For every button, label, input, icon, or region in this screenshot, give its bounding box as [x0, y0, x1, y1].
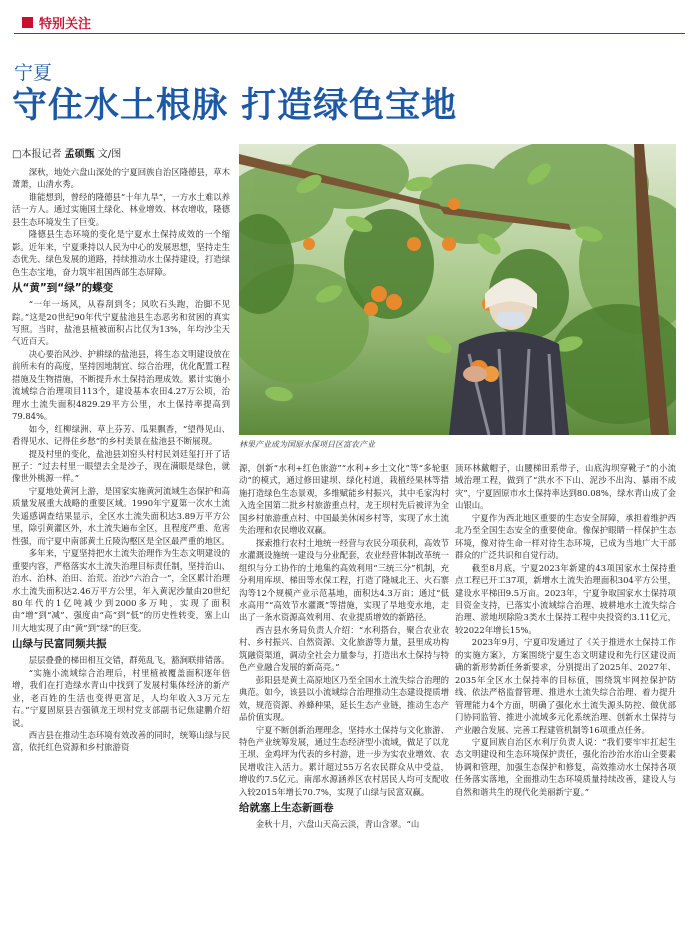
- photo-caption: 林果产业成为国原水保项目区富农产业: [239, 440, 375, 449]
- paragraph: 宁夏作为西北地区重要的生态安全屏障，承担着维护西北乃至全国生态安全的重要使命。像保护眼睛一样保护生态环境，像对待生命一样对待生态环境，已成为当地广大干部群众的广泛共识和自觉行动。: [455, 512, 676, 561]
- paragraph: 截至8月底，宁夏2023年新建的43项国家水土保持重点工程已开工37项，新增水土流失治理面积304平方公里，建设水平梯田9.5万亩。2023年，宁夏争取国家水土保持项目资金支持，已落实小流域综合治理、坡耕地水土流失综合治理、淤地坝除险3类水土保持工程中央投资约3.11亿元，较2022年增长15%。: [455, 562, 676, 635]
- paragraph: 金秋十月，六盘山天高云淡，青山含翠。“山: [255, 819, 420, 830]
- article-title: 守住水土根脉 打造绿色宝地: [12, 85, 458, 126]
- byline: [12, 145, 121, 160]
- section-label: 特别关注: [39, 16, 92, 32]
- paragraph: “实施小流域综合治理后，村里植被覆盖面积逐年倍增，我们在打造绿水青山中找到了发展村集体经济的新产业，老百姓的生活也变得更富足，人均年收入3万元左右。”宁夏固原县吉强镇龙王坝村党支部副书记焦建鹏介绍说。: [12, 667, 230, 728]
- paragraph: 西吉县在推动生态环境有效改善的同时，统筹山绿与民富，依托红色资源和乡村旅游资: [12, 730, 230, 753]
- paragraph: 宁夏回族自治区水利厅负责人说：“我们要牢牢扛起生态文明建设和生态环境保护责任，强化治沙治水治山全要素协调和管理，加强生态保护和修复，高效推动水土保持各项任务落实落地，全面推动生态环境质量持续改善，建设人与自然和谐共生的现代化美丽新宁夏。”: [455, 736, 676, 797]
- header-divider: [14, 33, 685, 34]
- paragraph: 2023年9月，宁夏印发通过了《关于推进水土保持工作的实施方案》，方案围绕宁夏生态文明建设和先行区建设而确的新形势新任务新要求，分别提出了2025年、2027年、2035年全区水土保持率的目标值，围绕筑牢网控保护防线、依法严格监督管理、推进水土流失综合治理、着力提升管理能力4个方面，明确了强化水土流失源头防控、做优部门协同监管、推进小流域多元化系统治理、创新水土保持与产业融合发展、完善工程建管机制等16项重点任务。: [455, 637, 676, 735]
- paragraph: 彭阳县是黄土高原地区乃至全国水土流失综合治理的典范。如今，该县以小流域综合治理推动生态建设提质增效，规范资源、养蜂种果，延长生态产业链，推动生态产品价值实现。: [239, 674, 449, 723]
- paragraph: 隆德县生态环境的变化是宁夏水土保持成效的一个缩影。近年来，宁夏秉持以人民为中心的发展思想，坚持走生态优先、绿色发展的道路，持续推动水土保持建设，打造绿色生态宝地，奋力筑牢祖国西部生态屏障。: [12, 229, 230, 277]
- paragraph: 深秋，地处六盘山深处的宁夏回族自治区隆德县，草木萧萧，山清水秀。: [12, 167, 230, 190]
- section-marker-icon: [22, 17, 33, 28]
- paragraph: 多年来，宁夏坚持把水土流失治理作为生态文明建设的重要内容，严格落实水土流失治理目标责任制，坚持治山、治水、治林、治田、治荒、治沙“六治合一”，全区累计治理水土流失面积达2.46万平方公里，年入黄泥沙量由20世纪80年代的1亿吨减少到2000多万吨，实现了面积由“增”到“减”、强度由“高”到“低”的历史性转变，塞上山川大地实现了由“黄”到“绿”的巨变。: [12, 548, 230, 633]
- section-heading: 从“黄”到“绿”的蝶变: [12, 282, 114, 295]
- paragraph: 层层叠叠的梯田相互交错，群苑乱飞，豁涧联排错落。: [28, 655, 230, 666]
- paragraph: 西吉县水务局负责人介绍：“水利搭台，聚合农业农村、乡村振兴、自然资源、文化旅游等力量，县里成功构筑融资渠道，调动全社会力量参与，打造出水土保持与特色产业融合发展的新高亮。”: [239, 624, 449, 673]
- article-photo: [239, 144, 676, 435]
- paragraph: 决心要治风沙、护耕绿的盐池县，将生态文明建设放在前所未有的高度，坚持因地制宜、综合治理，优化配置工程措施及生物措施，不断提升水土保持治理成效。累计实施小流域综合治理项目113个，建设基本农田4.27万公顷，治理水土流失面积4829.29平方公里，水土保持率提高到79.84%。: [12, 348, 230, 422]
- region-label: 宁夏: [14, 62, 53, 84]
- byline-suffix: 文/图: [97, 149, 122, 160]
- paragraph: 探索推行农村土地统一经营与农民分项获利，高效节水灌溉设施统一建设与分业配套，农业经营体制改革统一组织与分工协作的土地集约高效利用“三统三分”机制，充分利用库坝、梯田等水保工程，打造了隆城北王、火石寨沟等12个规模产业示范基地，面积达4.3万亩；通过“低水高用”“高效节水灌溉”等措施，实现了旱地变水地，走出了一条水资源高效利用、农业提质增效的新路径。: [239, 537, 449, 623]
- paragraph: 如今，红柳绿洲、草上芬芳、瓜果飘香，“望得见山、看得见水、记得住乡愁”的乡村美景在盐池县不断展现。: [12, 423, 230, 447]
- orchard-photo-illustration: [239, 144, 676, 435]
- byline-prefix: □本报记者: [12, 149, 62, 160]
- paragraph: 提及村里的变化，盐池县刘窑头村村民刘廷玺打开了话匣子：“过去村里一眼望去全是沙子，现在满眼是绿色，就像世外桃源一样。”: [12, 448, 230, 484]
- paragraph: 源，创新“水利+红色旅游”“水利+乡土文化”等“多轮驱动”的模式，通过修田建坝、绿化村道，栽植经果林等措施打造绿色生态景观，多维赋能乡村振兴，其中毛家沟村入选全国第二批乡村旅游重点村，龙王坝村先后被评为全国乡村旅游重点村、中国最美休闲乡村等，实现了水土流失治理和农民增收双赢。: [239, 463, 449, 536]
- section-header: [22, 14, 91, 30]
- byline-author: 孟硕甄: [64, 149, 95, 160]
- paragraph: 谁能想到，曾经的隆德县“十年九旱”，一方水土难以养活一方人。通过实施国土绿化、林业增效、林农增收，隆德县生态环境发生了巨变。: [12, 191, 230, 227]
- article-column-2: [239, 462, 449, 920]
- paragraph: 顶环林戴帽子，山腰梯田系带子，山底沟坝穿靴子”的小流域治理工程，做到了“洪水不下山、泥沙不出沟、暴雨不成灾”，宁夏固原市水土保持率达到80.08%，绿水青山成了金山银山。: [455, 463, 676, 511]
- article-column-1: [12, 166, 230, 920]
- article-column-3: [455, 462, 676, 920]
- paragraph: 宁夏不断创新治理理念，坚持水土保持与文化旅游、特色产业统筹发展，通过生态经济型小流域，做足了以龙王坝、金鸡坪为代表的乡村游，进一步为实农业增效、农民增收注入活力。累计超过55万名农民群众从中受益，增收约7.5亿元。南部水源涵养区农村居民人均可支配收入较2015年增长70.7%，实现了山绿与民富双赢。: [239, 724, 449, 797]
- section-heading: 给就塞上生态新画卷: [239, 802, 334, 815]
- section-heading: 山绿与民富同频共振: [12, 638, 107, 651]
- paragraph: 宁夏地处黄河上游，是国家实施黄河流域生态保护和高质量发展重大战略的重要区域。1990年宁夏第一次水土流失遥感调查结果显示，全区水土流失面积达3.89万平方公里，除引黄灌区外，水土流失遍布全区，且程度严重、危害性强，而宁夏中南部黄土丘陵沟壑区是全区最严重的地区。: [12, 485, 230, 546]
- paragraph: “一年一场风，从春刮到冬；风吹石头跑，治脚不见踪。”这是20世纪90年代宁夏盐池县生态恶劣和贫困的真实写照。当时，盐池县植被面积占比仅为13%，年均沙尘天气近百天。: [12, 299, 230, 347]
